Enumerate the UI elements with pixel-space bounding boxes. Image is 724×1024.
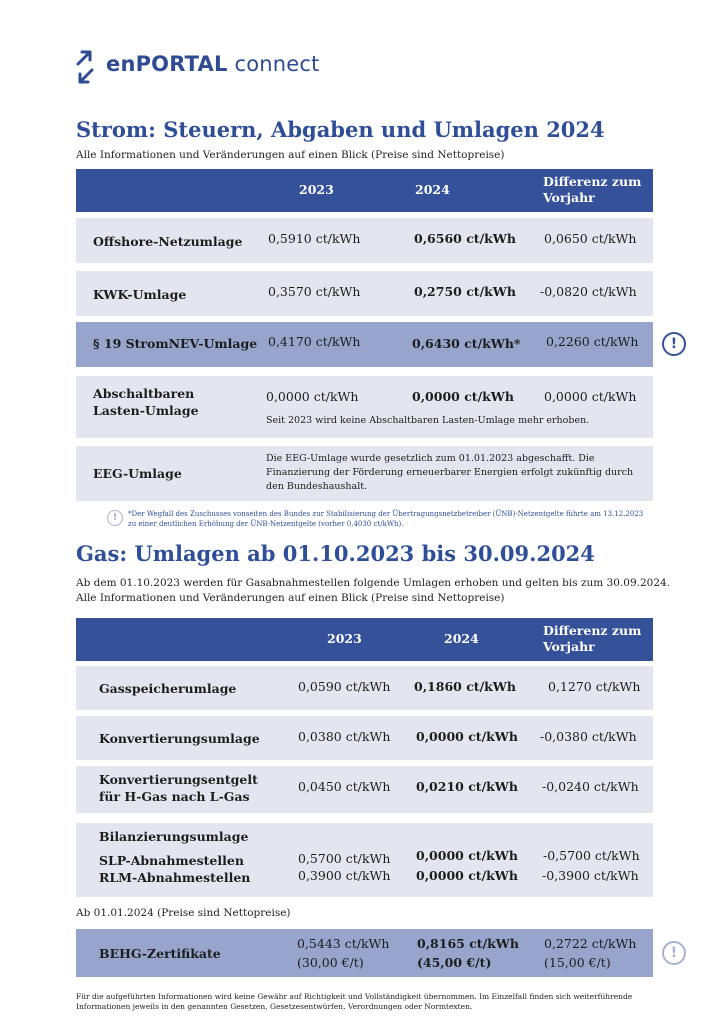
row-label: Konvertierungsentgelt für H-Gas nach L-Gas bbox=[99, 772, 258, 804]
slp-label: SLP-Abnahmestellen bbox=[99, 853, 244, 868]
brand-name: enPORTAL connect bbox=[106, 52, 320, 76]
behg-intro: Ab 01.01.2024 (Preise sind Nettopreise) bbox=[76, 907, 291, 919]
header-diff: Differenz zum Vorjahr bbox=[543, 174, 642, 205]
rlm-2023: 0,3900 ct/kWh bbox=[298, 868, 391, 883]
behg-2023: 0,5443 ct/kWh bbox=[297, 936, 390, 951]
value-2024: 0,6560 ct/kWh bbox=[414, 231, 516, 246]
strom-table-header bbox=[76, 169, 653, 212]
value-2023: 0,0000 ct/kWh bbox=[266, 389, 359, 404]
slp-diff: -0,5700 ct/kWh bbox=[543, 848, 640, 863]
value-2023: 0,4170 ct/kWh bbox=[268, 334, 361, 349]
gas-table-header bbox=[76, 618, 653, 661]
value-2023: 0,5910 ct/kWh bbox=[268, 231, 361, 246]
row-label: KWK-Umlage bbox=[93, 287, 187, 302]
strom-subtitle: Alle Informationen und Veränderungen auf einen Blick (Preise sind Nettopreise) bbox=[76, 149, 505, 161]
row-label: Offshore-Netzumlage bbox=[93, 234, 243, 249]
rlm-diff: -0,3900 ct/kWh bbox=[542, 868, 639, 883]
gas-row-konvertierungsumlage bbox=[76, 716, 653, 760]
gas-row-bilanzierung bbox=[76, 823, 653, 897]
value-2024: 0,6430 ct/kWh* bbox=[412, 336, 521, 351]
exclamation-circle-icon: ! bbox=[107, 510, 123, 526]
value-2024: 0,1860 ct/kWh bbox=[414, 679, 516, 694]
strom-row-offshore bbox=[76, 218, 653, 263]
header-2024: 2024 bbox=[415, 182, 450, 197]
behg-diff-ton: (15,00 €/t) bbox=[544, 955, 611, 970]
enportal-logo-icon bbox=[74, 50, 96, 84]
header-2023: 2023 bbox=[327, 631, 362, 646]
header-2023: 2023 bbox=[299, 182, 334, 197]
exclamation-circle-icon: ! bbox=[662, 332, 686, 356]
row-label: EEG-Umlage bbox=[93, 466, 182, 481]
header-diff: Differenz zum Vorjahr bbox=[543, 623, 642, 654]
rlm-2024: 0,0000 ct/kWh bbox=[416, 868, 518, 883]
header-2024: 2024 bbox=[444, 631, 479, 646]
strom-row-eeg bbox=[76, 446, 653, 501]
gas-row-behg bbox=[76, 929, 653, 977]
value-2024: 0,0000 ct/kWh bbox=[416, 729, 518, 744]
value-2023: 0,0590 ct/kWh bbox=[298, 679, 391, 694]
value-diff: 0,0000 ct/kWh bbox=[544, 389, 637, 404]
strom-footnote: *Der Wegfall des Zuschusses vonseiten des Bundes zur Stabilisierung der Übertragungsnetzbetreiber (ÜNB)-Netzentgelte führte am 13.12.2023 zu einer deutlichen Erhöhung der ÜNB-Netzentgelte (vorher 0,4030 ct/kWh). bbox=[128, 510, 644, 528]
row-label: Konvertierungsumlage bbox=[99, 731, 260, 746]
value-diff: -0,0240 ct/kWh bbox=[542, 779, 639, 794]
value-2023: 0,0380 ct/kWh bbox=[298, 729, 391, 744]
behg-2024-ton: (45,00 €/t) bbox=[417, 955, 492, 970]
strom-row-stromnev bbox=[76, 322, 653, 367]
value-diff: -0,0820 ct/kWh bbox=[540, 284, 637, 299]
rlm-label: RLM-Abnahmestellen bbox=[99, 870, 251, 885]
row-note: Die EEG-Umlage wurde gesetzlich zum 01.01.2023 abgeschafft. Die Finanzierung der Förderung erneuerbarer Energien erfolgt zukünftig durch den Bundeshaushalt. bbox=[266, 453, 634, 492]
row-label: § 19 StromNEV-Umlage bbox=[93, 336, 258, 351]
gas-subtitle-2: Alle Informationen und Veränderungen auf einen Blick (Preise sind Nettopreise) bbox=[76, 592, 505, 604]
value-diff: 0,0650 ct/kWh bbox=[544, 231, 637, 246]
row-label: Gasspeicherumlage bbox=[99, 681, 237, 696]
strom-row-abschaltbar bbox=[76, 376, 653, 438]
slp-2023: 0,5700 ct/kWh bbox=[298, 851, 391, 866]
value-diff: 0,1270 ct/kWh bbox=[548, 679, 641, 694]
row-label: Abschaltbaren Lasten-Umlage bbox=[93, 386, 199, 418]
row-note: Seit 2023 wird keine Abschaltbaren Lasten-Umlage mehr erhoben. bbox=[266, 415, 590, 426]
gas-row-konvertierungsentgelt bbox=[76, 766, 653, 813]
row-label: BEHG-Zertifikate bbox=[99, 946, 221, 961]
slp-2024: 0,0000 ct/kWh bbox=[416, 848, 518, 863]
gas-row-gasspeicher bbox=[76, 666, 653, 710]
value-2023: 0,0450 ct/kWh bbox=[298, 779, 391, 794]
gas-subtitle-1: Ab dem 01.10.2023 werden für Gasabnahmestellen folgende Umlagen erhoben und gelten bis zum 30.09.2024. bbox=[76, 577, 671, 589]
strom-row-kwk bbox=[76, 271, 653, 316]
value-diff: -0,0380 ct/kWh bbox=[540, 729, 637, 744]
behg-2024: 0,8165 ct/kWh bbox=[417, 936, 519, 951]
row-label: Bilanzierungsumlage bbox=[99, 829, 249, 844]
value-diff: 0,2260 ct/kWh bbox=[546, 334, 639, 349]
value-2024: 0,2750 ct/kWh bbox=[414, 284, 516, 299]
gas-title: Gas: Umlagen ab 01.10.2023 bis 30.09.2024 bbox=[76, 541, 595, 566]
exclamation-circle-icon: ! bbox=[662, 941, 686, 965]
value-2024: 0,0210 ct/kWh bbox=[416, 779, 518, 794]
behg-2023-ton: (30,00 €/t) bbox=[297, 955, 364, 970]
disclaimer: Für die aufgeführten Informationen wird keine Gewähr auf Richtigkeit und Vollständigkeit übernommen. Im Einzelfall finden sich weiterführende Informationen jeweils in den genannten Gesetzen, Gesetzesentwürfen, Verordnungen oder Normtexten. bbox=[76, 992, 633, 1011]
value-2023: 0,3570 ct/kWh bbox=[268, 284, 361, 299]
strom-title: Strom: Steuern, Abgaben und Umlagen 2024 bbox=[76, 117, 605, 142]
behg-diff: 0,2722 ct/kWh bbox=[544, 936, 637, 951]
value-2024: 0,0000 ct/kWh bbox=[412, 389, 514, 404]
